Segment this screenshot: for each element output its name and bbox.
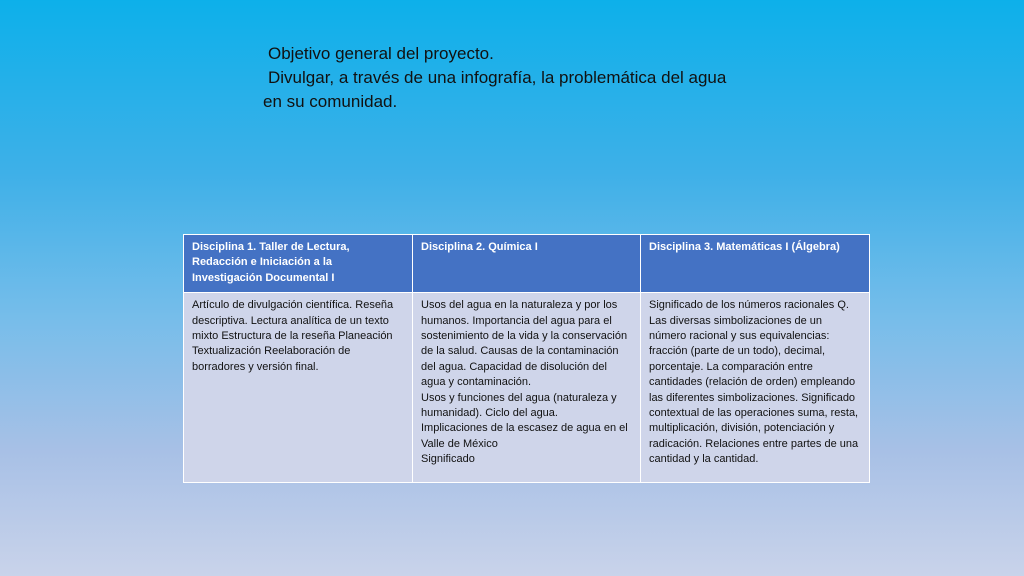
cell-text-discipline-1: Artículo de divulgación científica. Reseña descriptiva. Lectura analítica de un texto mixto Estructura de la reseña Planeación Textualización Reelaboración de borradores y versión final. [192, 299, 394, 373]
header-discipline-1: Disciplina 1. Taller de Lectura, Redacción e Iniciación a la Investigación Documental I [184, 235, 413, 293]
cell-text-discipline-3: Significado de los números racionales Q. Las diversas simbolizaciones de un número racional y sus equivalencias: fracción (parte de un todo), decimal, porcentaje. La comparación entre cantidades (relación de orden) empleando las diferentes simbolizaciones. Significado contextual de las operaciones suma, resta, multiplicación, división, potenciación y radicación. Relaciones entre partes de una cantidad y la cantidad. [649, 299, 859, 466]
objective-text-line-1: Divulgar, a través de una infografía, la problemática del agua [268, 68, 727, 87]
objective-title [263, 42, 783, 114]
objective-heading: Objetivo general del proyecto. [268, 44, 494, 63]
header-discipline-3: Disciplina 3. Matemáticas I (Álgebra) [641, 235, 870, 293]
cell-discipline-2 [413, 293, 641, 483]
cell-discipline-3 [641, 293, 870, 483]
disciplines-table [183, 234, 870, 483]
cell-discipline-1 [184, 293, 413, 483]
table-row [184, 293, 870, 483]
objective-text-line-2: en su comunidad. [263, 92, 398, 111]
cell-text-discipline-2: Usos del agua en la naturaleza y por los humanos. Importancia del agua para el sostenimiento de la vida y la conservación de la salud. Causas de la contaminación del agua. Capacidad de disolución del agua y contaminación. Usos y funciones del agua (naturaleza y humanidad). Ciclo del agua. Implicaciones de la escasez de agua en el Valle de México Significado [421, 299, 628, 466]
table-header-row [184, 235, 870, 293]
header-discipline-2: Disciplina 2. Química I [413, 235, 641, 293]
